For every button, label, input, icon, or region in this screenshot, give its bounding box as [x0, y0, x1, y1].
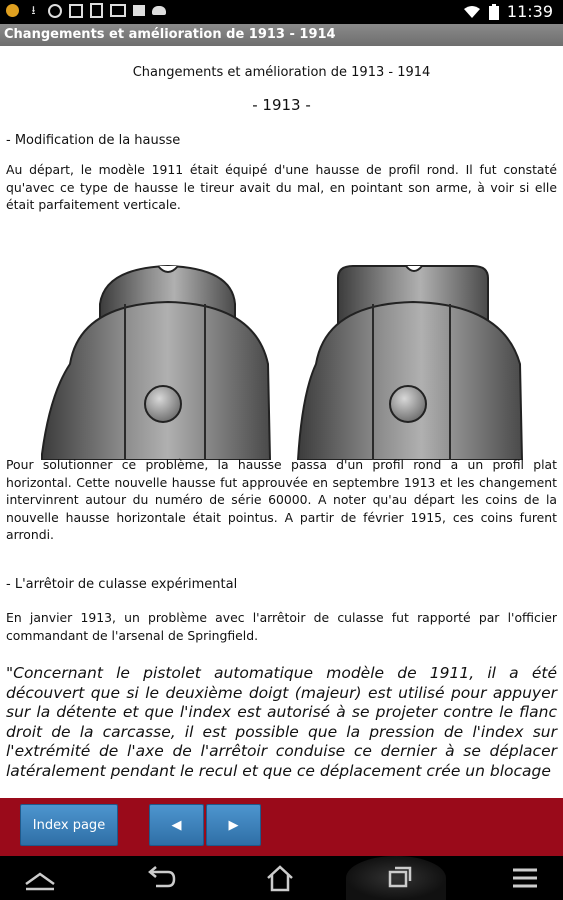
store-icon: [133, 5, 145, 16]
wifi-icon: [463, 5, 481, 19]
notification-icons: [6, 3, 166, 18]
article-title: Changements et amélioration de 1913 - 1914: [132, 65, 431, 80]
article-content[interactable]: [0, 46, 563, 798]
paragraph-3: En janvier 1913, un problème avec l'arrêtoir de culasse fut rapporté par l'officier commandant de l'arsenal de Springfield.: [6, 610, 557, 643]
sight-comparison-image: [40, 254, 530, 460]
window-title: Changements et amélioration de 1913 - 1914: [0, 24, 563, 46]
round-sight-image: [42, 266, 270, 460]
collapse-icon[interactable]: [20, 862, 60, 894]
next-page-button[interactable]: [206, 804, 261, 846]
arrow-right-icon: ▶: [228, 817, 239, 833]
arrow-left-icon: ◀: [171, 817, 182, 833]
notification-icon: [6, 4, 19, 17]
menu-icon[interactable]: [505, 862, 545, 894]
notification-b-icon: [69, 4, 83, 18]
flat-sight-image: [298, 266, 522, 460]
section-heading-hausse: - Modification de la hausse: [6, 133, 181, 148]
clipboard-icon: [90, 3, 103, 18]
paragraph-1: Au départ, le modèle 1911 était équipé d'une hausse de profil rond. Il fut constaté qu'avec ce type de hausse le tireur avait du mal, en pointant son arme, à voir si elle était parfaitement verticale.: [6, 162, 557, 212]
android-icon: [152, 6, 166, 15]
download-icon: ⭳: [31, 3, 36, 17]
index-page-button[interactable]: Index page: [20, 804, 118, 846]
bottom-toolbar: [0, 798, 563, 856]
battery-icon: [489, 4, 499, 20]
android-navigation-bar: [0, 856, 563, 900]
previous-page-button[interactable]: [149, 804, 204, 846]
status-right: [463, 2, 553, 21]
recent-apps-icon[interactable]: [380, 862, 420, 894]
year-heading: - 1913 -: [252, 96, 311, 114]
back-icon[interactable]: [140, 862, 180, 894]
home-icon[interactable]: [260, 862, 300, 894]
status-bar: [0, 0, 563, 24]
gallery-icon: [110, 4, 126, 17]
clock: 11:39: [506, 2, 553, 21]
section-heading-arretoir: - L'arrêtoir de culasse expérimental: [6, 577, 238, 592]
pinterest-icon: [48, 4, 62, 18]
quote-paragraph: "Concernant le pistolet automatique modèle de 1911, il a été découvert que si le deuxième doigt (majeur) est utilisé pour appuyer sur la détente et que l'index est autorisé à se projeter contre le flanc droit de la carcasse, il est possible que la pression de l'index sur l'extrémité de l'axe de l'arrêtoir conduise ce dernier à se déplacer latéralement pendant le recul et que ce déplacement crée un blocage: [6, 664, 557, 780]
paragraph-2: Pour solutionner ce problème, la hausse passa d'un profil rond a un profil plat horizontal. Cette nouvelle hausse fut approuvée en septembre 1913 et les changement intervinrent autour du numéro de série 60000. A noter qu'au départ les coins de la nouvelle hausse horizontale était pointus. A partir de février 1915, ces coins furent arrondi.: [6, 457, 557, 542]
